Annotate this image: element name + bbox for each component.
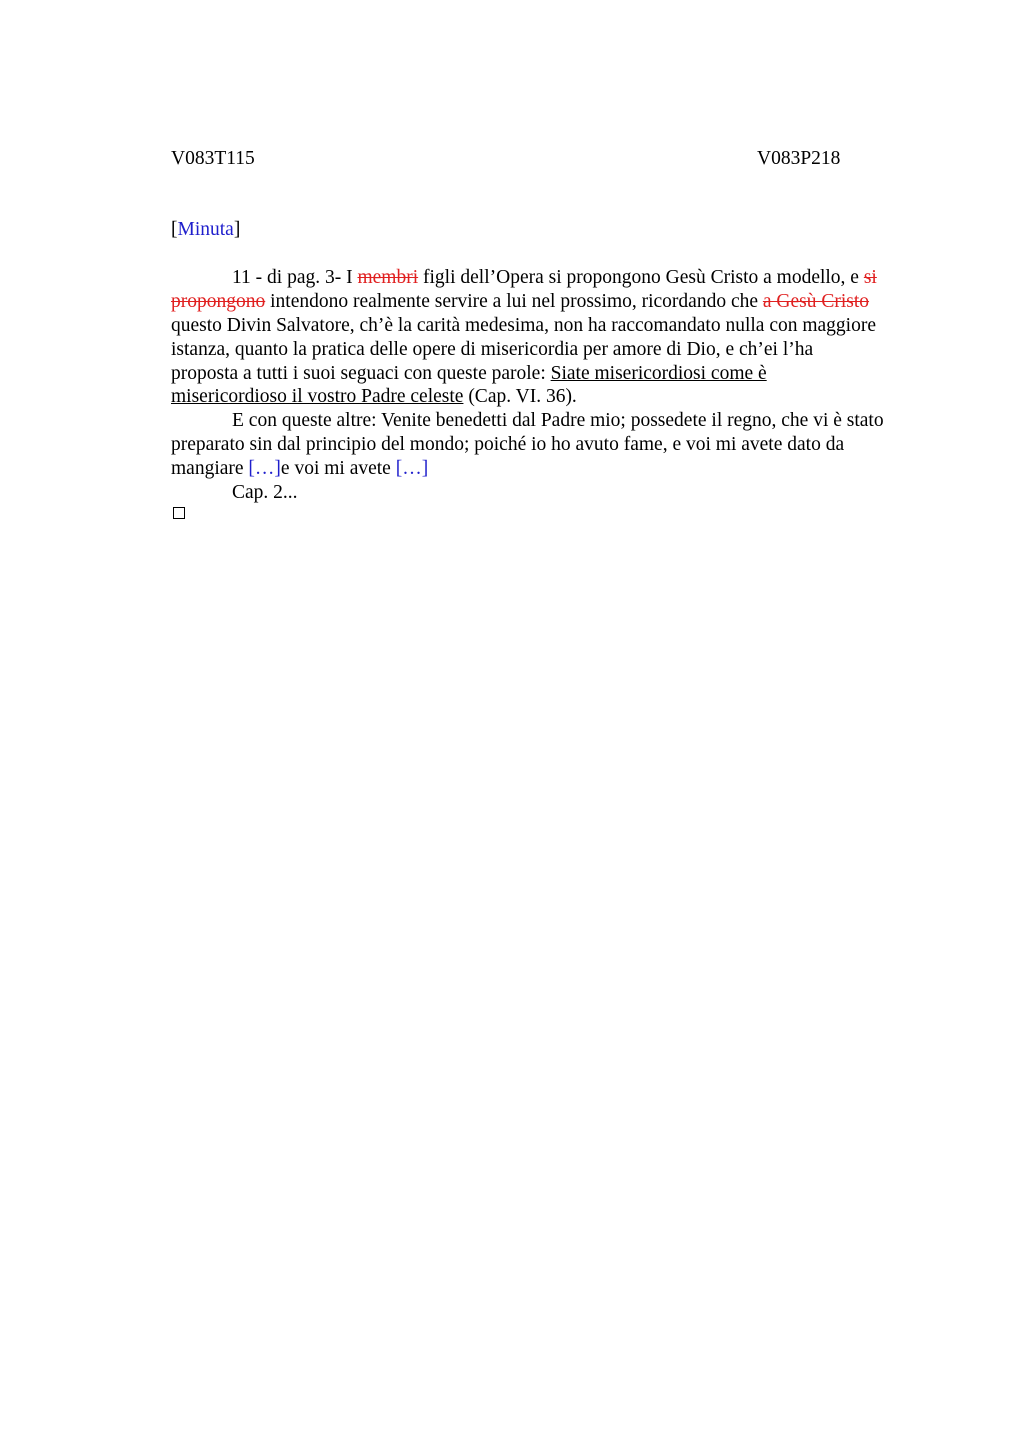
deleted-word-membri: membri xyxy=(357,267,419,288)
checkbox-square-icon[interactable] xyxy=(173,507,185,519)
transcription-body xyxy=(171,266,929,505)
text-line-3: questo Divin Salvatore, ch’è la carità medesima, non ha raccomandato nulla con maggiore xyxy=(171,314,876,336)
text-line-1 xyxy=(171,266,929,290)
bracket-close: ] xyxy=(233,219,241,240)
line-9-part-a: mangiare xyxy=(171,458,249,480)
line-2-part-a: intendono realmente servire a lui nel prossimo, ricordando che xyxy=(265,290,763,312)
ellipsis-bracket-1: […] xyxy=(248,458,281,480)
underlined-quote-start: Siate misericordiosi come è xyxy=(550,362,767,384)
deleted-word-si: si xyxy=(863,267,877,288)
text-line-2 xyxy=(171,290,929,314)
deleted-word-propongono: propongono xyxy=(171,290,266,312)
line-1-part-b: figli dell’Opera si propongono Gesù Cristo a modello, e xyxy=(418,267,864,288)
minuta-label xyxy=(171,218,240,242)
line-1-part-a: 11 - di pag. 3- I xyxy=(232,267,358,288)
text-line-7: E con queste altre: Venite benedetti dal Padre mio; possedete il regno, che vi è stato xyxy=(232,410,884,432)
document-code-right: V083P218 xyxy=(757,148,841,169)
document-code-left: V083T115 xyxy=(171,148,255,169)
line-9-part-b: e voi mi avete xyxy=(280,458,396,480)
line-5-part-a: proposta a tutti i suoi seguaci con queste parole: xyxy=(171,362,551,384)
text-line-10: Cap. 2... xyxy=(232,482,298,504)
text-line-5 xyxy=(171,362,929,386)
text-line-8: preparato sin dal principio del mondo; poiché io ho avuto fame, e voi mi avete dato da xyxy=(171,434,845,456)
underlined-quote-end: misericordioso il vostro Padre celeste xyxy=(171,386,464,408)
text-line-6 xyxy=(171,385,929,409)
text-line-9 xyxy=(171,457,929,481)
line-6-part-a: (Cap. VI. 36). xyxy=(463,386,577,408)
text-line-4: istanza, quanto la pratica delle opere di misericordia per amore di Dio, e ch’ei l’ha xyxy=(171,338,814,360)
minuta-text: Minuta xyxy=(177,219,234,240)
ellipsis-bracket-2: […] xyxy=(395,458,429,480)
deleted-phrase-gesu-cristo: a Gesù Cristo xyxy=(762,290,870,312)
bracket-open: [ xyxy=(171,219,178,240)
